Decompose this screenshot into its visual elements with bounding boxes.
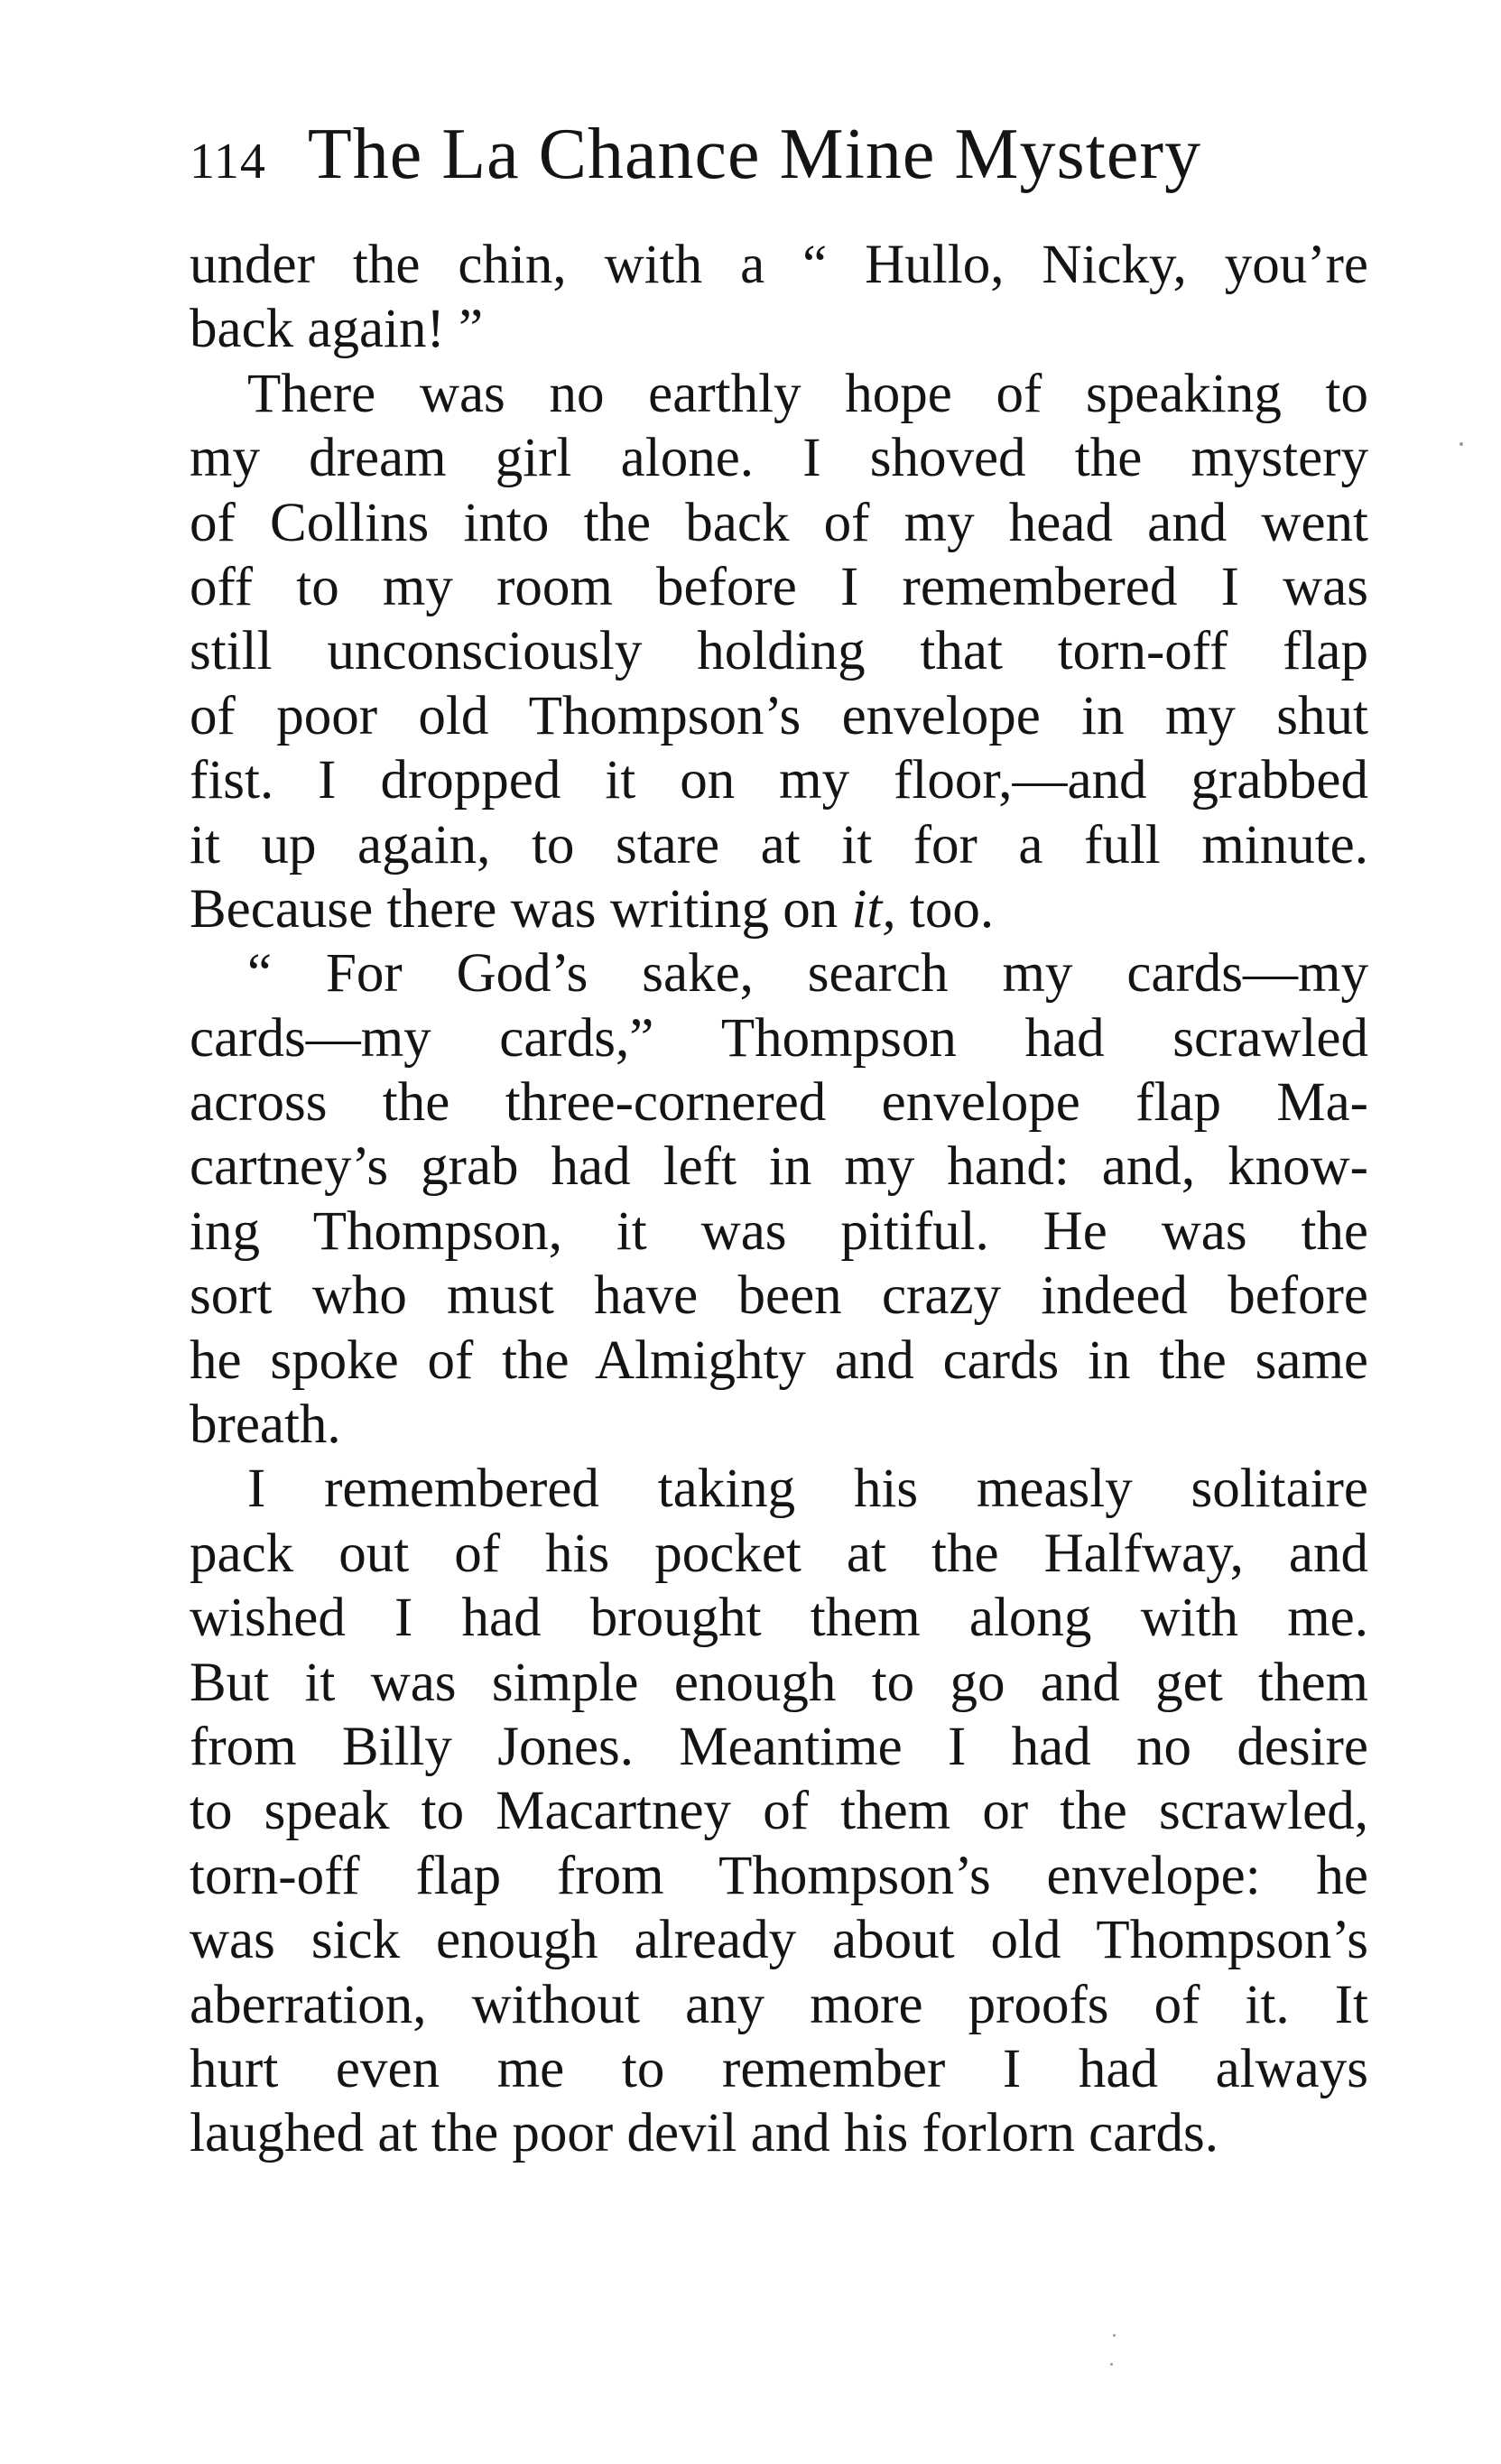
text-line: from Billy Jones. Meantime I had no desire <box>190 1716 1368 1777</box>
running-title: The La Chance Mine Mystery <box>307 115 1202 194</box>
text-line: laughed at the poor devil and his forlorn cards. <box>190 2103 1219 2164</box>
italic-word: it, <box>851 878 896 940</box>
text-line: still unconsciously holding that torn-off flap <box>190 621 1368 682</box>
text-line: wished I had brought them along with me. <box>190 1588 1368 1649</box>
text-line: my dream girl alone. I shoved the mystery <box>190 428 1368 489</box>
text-line: aberration, without any more proofs of it. It <box>190 1974 1368 2035</box>
text-line: was sick enough already about old Thompson’s <box>190 1910 1368 1971</box>
paragraph-start-line: “ For God’s sake, search my cards—my <box>247 943 1368 1005</box>
text-line: cards—my cards,” Thompson had scrawled <box>190 1007 1368 1069</box>
text-line: fist. I dropped it on my floor,—and grabbed <box>190 750 1368 811</box>
paragraph-start-line: I remembered taking his measly solitaire <box>247 1459 1368 1520</box>
text-line: under the chin, with a “ Hullo, Nicky, you’re <box>190 235 1368 295</box>
paragraph-start-line: There was no earthly hope of speaking to <box>247 363 1368 424</box>
scan-speck <box>1459 442 1463 446</box>
text-line: of poor old Thompson’s envelope in my shut <box>190 685 1368 746</box>
text-line: across the three-cornered envelope flap Ma- <box>190 1072 1368 1134</box>
text-line: to speak to Macartney of them or the scrawled, <box>190 1781 1368 1842</box>
text-line: ing Thompson, it was pitiful. He was the <box>190 1200 1368 1262</box>
text-line: it up again, to stare at it for a full minute. <box>190 814 1368 875</box>
text-line: he spoke of the Almighty and cards in the same <box>190 1329 1368 1391</box>
text-line: torn-off flap from Thompson’s envelope: he <box>190 1845 1368 1906</box>
page-header <box>190 114 1363 222</box>
text-line: But it was simple enough to go and get them <box>190 1652 1368 1713</box>
line-text: Because there was writing on <box>190 878 852 940</box>
text-line: off to my room before I remembered I was <box>190 556 1368 617</box>
text-line-with-italic <box>190 877 1368 941</box>
text-line: cartney’s grab had left in my hand: and, know- <box>190 1136 1368 1198</box>
body-text <box>190 233 1368 2166</box>
text-line: hurt even me to remember I had always <box>190 2038 1368 2099</box>
line-text-end: too. <box>895 878 995 940</box>
text-line: breath. <box>190 1394 341 1456</box>
text-line: back again! ” <box>190 299 484 360</box>
text-line: sort who must have been crazy indeed before <box>190 1265 1368 1327</box>
text-line: pack out of his pocket at the Halfway, and <box>190 1523 1368 1584</box>
page-number: 114 <box>190 134 266 190</box>
text-line: of Collins into the back of my head and went <box>190 492 1368 553</box>
scan-speck <box>1110 2363 1113 2366</box>
scan-speck <box>1113 2334 1116 2337</box>
